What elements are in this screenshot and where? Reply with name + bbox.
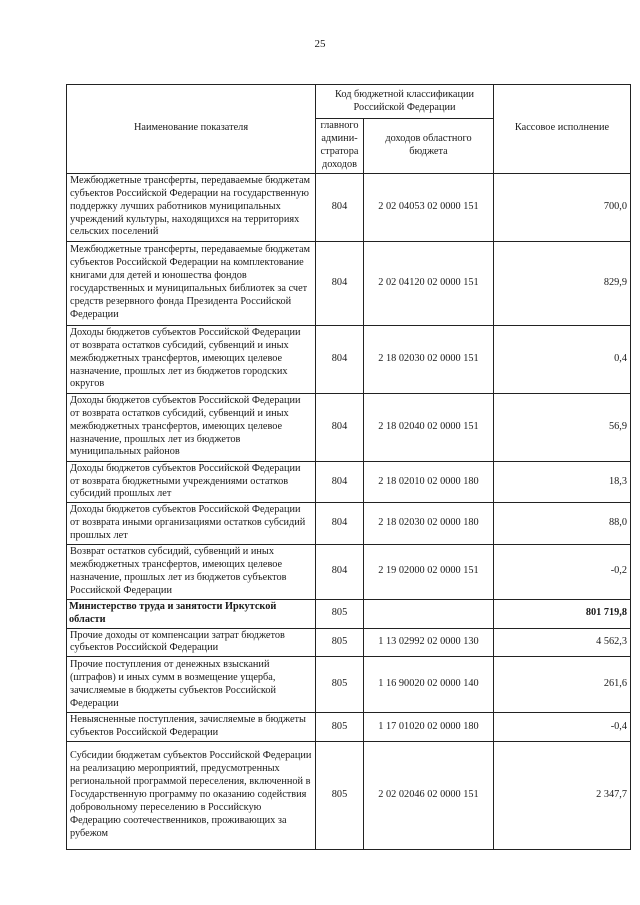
header-name: Наименование показателя: [67, 85, 316, 174]
header-income: доходов областного бюджета: [364, 119, 494, 174]
row-name: Доходы бюджетов субъектов Российской Федерации от возврата остатков субсидий, субвенций и иных межбюджетных трансфертов, имеющих целевое назначение, прошлых лет из бюджетов городских округов: [67, 325, 316, 393]
row-classification-code: 2 02 04053 02 0000 151: [364, 173, 494, 241]
budget-table: [66, 84, 631, 850]
table-row: [67, 657, 631, 713]
row-amount: -0,2: [494, 545, 631, 600]
row-admin-code: 805: [316, 599, 364, 628]
row-amount: 700,0: [494, 173, 631, 241]
table-header: [67, 85, 631, 174]
row-amount: 261,6: [494, 657, 631, 713]
table-row: [67, 241, 631, 325]
row-name: Доходы бюджетов субъектов Российской Федерации от возврата остатков субсидий, субвенций и иных межбюджетных трансфертов, имеющих целевое назначение, прошлых лет из бюджетов муниципальных районов: [67, 393, 316, 461]
row-name: Министерство труда и занятости Иркутской области: [67, 599, 316, 628]
table-row: [67, 599, 631, 628]
row-classification-code: 1 13 02992 02 0000 130: [364, 628, 494, 657]
row-admin-code: 805: [316, 742, 364, 850]
row-name: Субсидии бюджетам субъектов Российской Федерации на реализацию мероприятий, предусмотренных региональной программой переселения, включенной в Государственную программу по оказанию содействия добровольному переселению в Российскую Федерацию соотечественников, проживающих за рубежом: [67, 742, 316, 850]
table-row: [67, 742, 631, 850]
row-name: Невыясненные поступления, зачисляемые в бюджеты субъектов Российской Федерации: [67, 713, 316, 742]
table-body: [67, 173, 631, 850]
row-amount: 56,9: [494, 393, 631, 461]
row-amount: -0,4: [494, 713, 631, 742]
table-row: [67, 628, 631, 657]
row-amount: 18,3: [494, 461, 631, 503]
row-admin-code: 804: [316, 241, 364, 325]
table-row: [67, 545, 631, 600]
row-name: Доходы бюджетов субъектов Российской Федерации от возврата бюджетными учреждениями остатков субсидий прошлых лет: [67, 461, 316, 503]
row-admin-code: 804: [316, 503, 364, 545]
row-classification-code: 1 16 90020 02 0000 140: [364, 657, 494, 713]
row-classification-code: 2 19 02000 02 0000 151: [364, 545, 494, 600]
row-name: Межбюджетные трансферты, передаваемые бюджетам субъектов Российской Федерации на комплектование книгами для детей и юношества фондов государственных и муниципальных библиотек за счет средств резервного фонда Президента Российской Федерации: [67, 241, 316, 325]
row-classification-code: 2 18 02030 02 0000 151: [364, 325, 494, 393]
row-name: Прочие поступления от денежных взысканий (штрафов) и иных сумм в возмещение ущерба, зачисляемые в бюджеты субъектов Российской Федерации: [67, 657, 316, 713]
table-row: [67, 173, 631, 241]
header-execution: Кассовое исполнение: [494, 85, 631, 174]
row-amount: 4 562,3: [494, 628, 631, 657]
row-admin-code: 805: [316, 628, 364, 657]
row-amount: 829,9: [494, 241, 631, 325]
row-admin-code: 804: [316, 173, 364, 241]
row-admin-code: 804: [316, 393, 364, 461]
row-name: Прочие доходы от компенсации затрат бюджетов субъектов Российской Федерации: [67, 628, 316, 657]
table-row: [67, 393, 631, 461]
row-admin-code: 805: [316, 713, 364, 742]
row-amount: 801 719,8: [494, 599, 631, 628]
row-admin-code: 804: [316, 461, 364, 503]
row-name: Межбюджетные трансферты, передаваемые бюджетам субъектов Российской Федерации на государственную поддержку лучших работников муниципальных учреждений культуры, находящихся на территориях сельских поселений: [67, 173, 316, 241]
header-classification: Код бюджетной классификации Российской Федерации: [316, 85, 494, 119]
row-amount: 2 347,7: [494, 742, 631, 850]
table-row: [67, 713, 631, 742]
table-row: [67, 461, 631, 503]
row-name: Возврат остатков субсидий, субвенций и иных межбюджетных трансфертов, имеющих целевое назначение, прошлых лет из бюджетов субъектов Российской Федерации: [67, 545, 316, 600]
row-admin-code: 804: [316, 325, 364, 393]
row-classification-code: [364, 599, 494, 628]
row-admin-code: 804: [316, 545, 364, 600]
row-classification-code: 2 18 02030 02 0000 180: [364, 503, 494, 545]
table-row: [67, 503, 631, 545]
header-admin: главного админи-стратора доходов: [316, 119, 364, 174]
row-classification-code: 1 17 01020 02 0000 180: [364, 713, 494, 742]
row-classification-code: 2 02 04120 02 0000 151: [364, 241, 494, 325]
page-number: 25: [314, 38, 326, 50]
row-classification-code: 2 18 02010 02 0000 180: [364, 461, 494, 503]
row-name: Доходы бюджетов субъектов Российской Федерации от возврата иными организациями остатков субсидий прошлых лет: [67, 503, 316, 545]
row-amount: 0,4: [494, 325, 631, 393]
row-classification-code: 2 02 02046 02 0000 151: [364, 742, 494, 850]
row-classification-code: 2 18 02040 02 0000 151: [364, 393, 494, 461]
table-row: [67, 325, 631, 393]
row-admin-code: 805: [316, 657, 364, 713]
row-amount: 88,0: [494, 503, 631, 545]
